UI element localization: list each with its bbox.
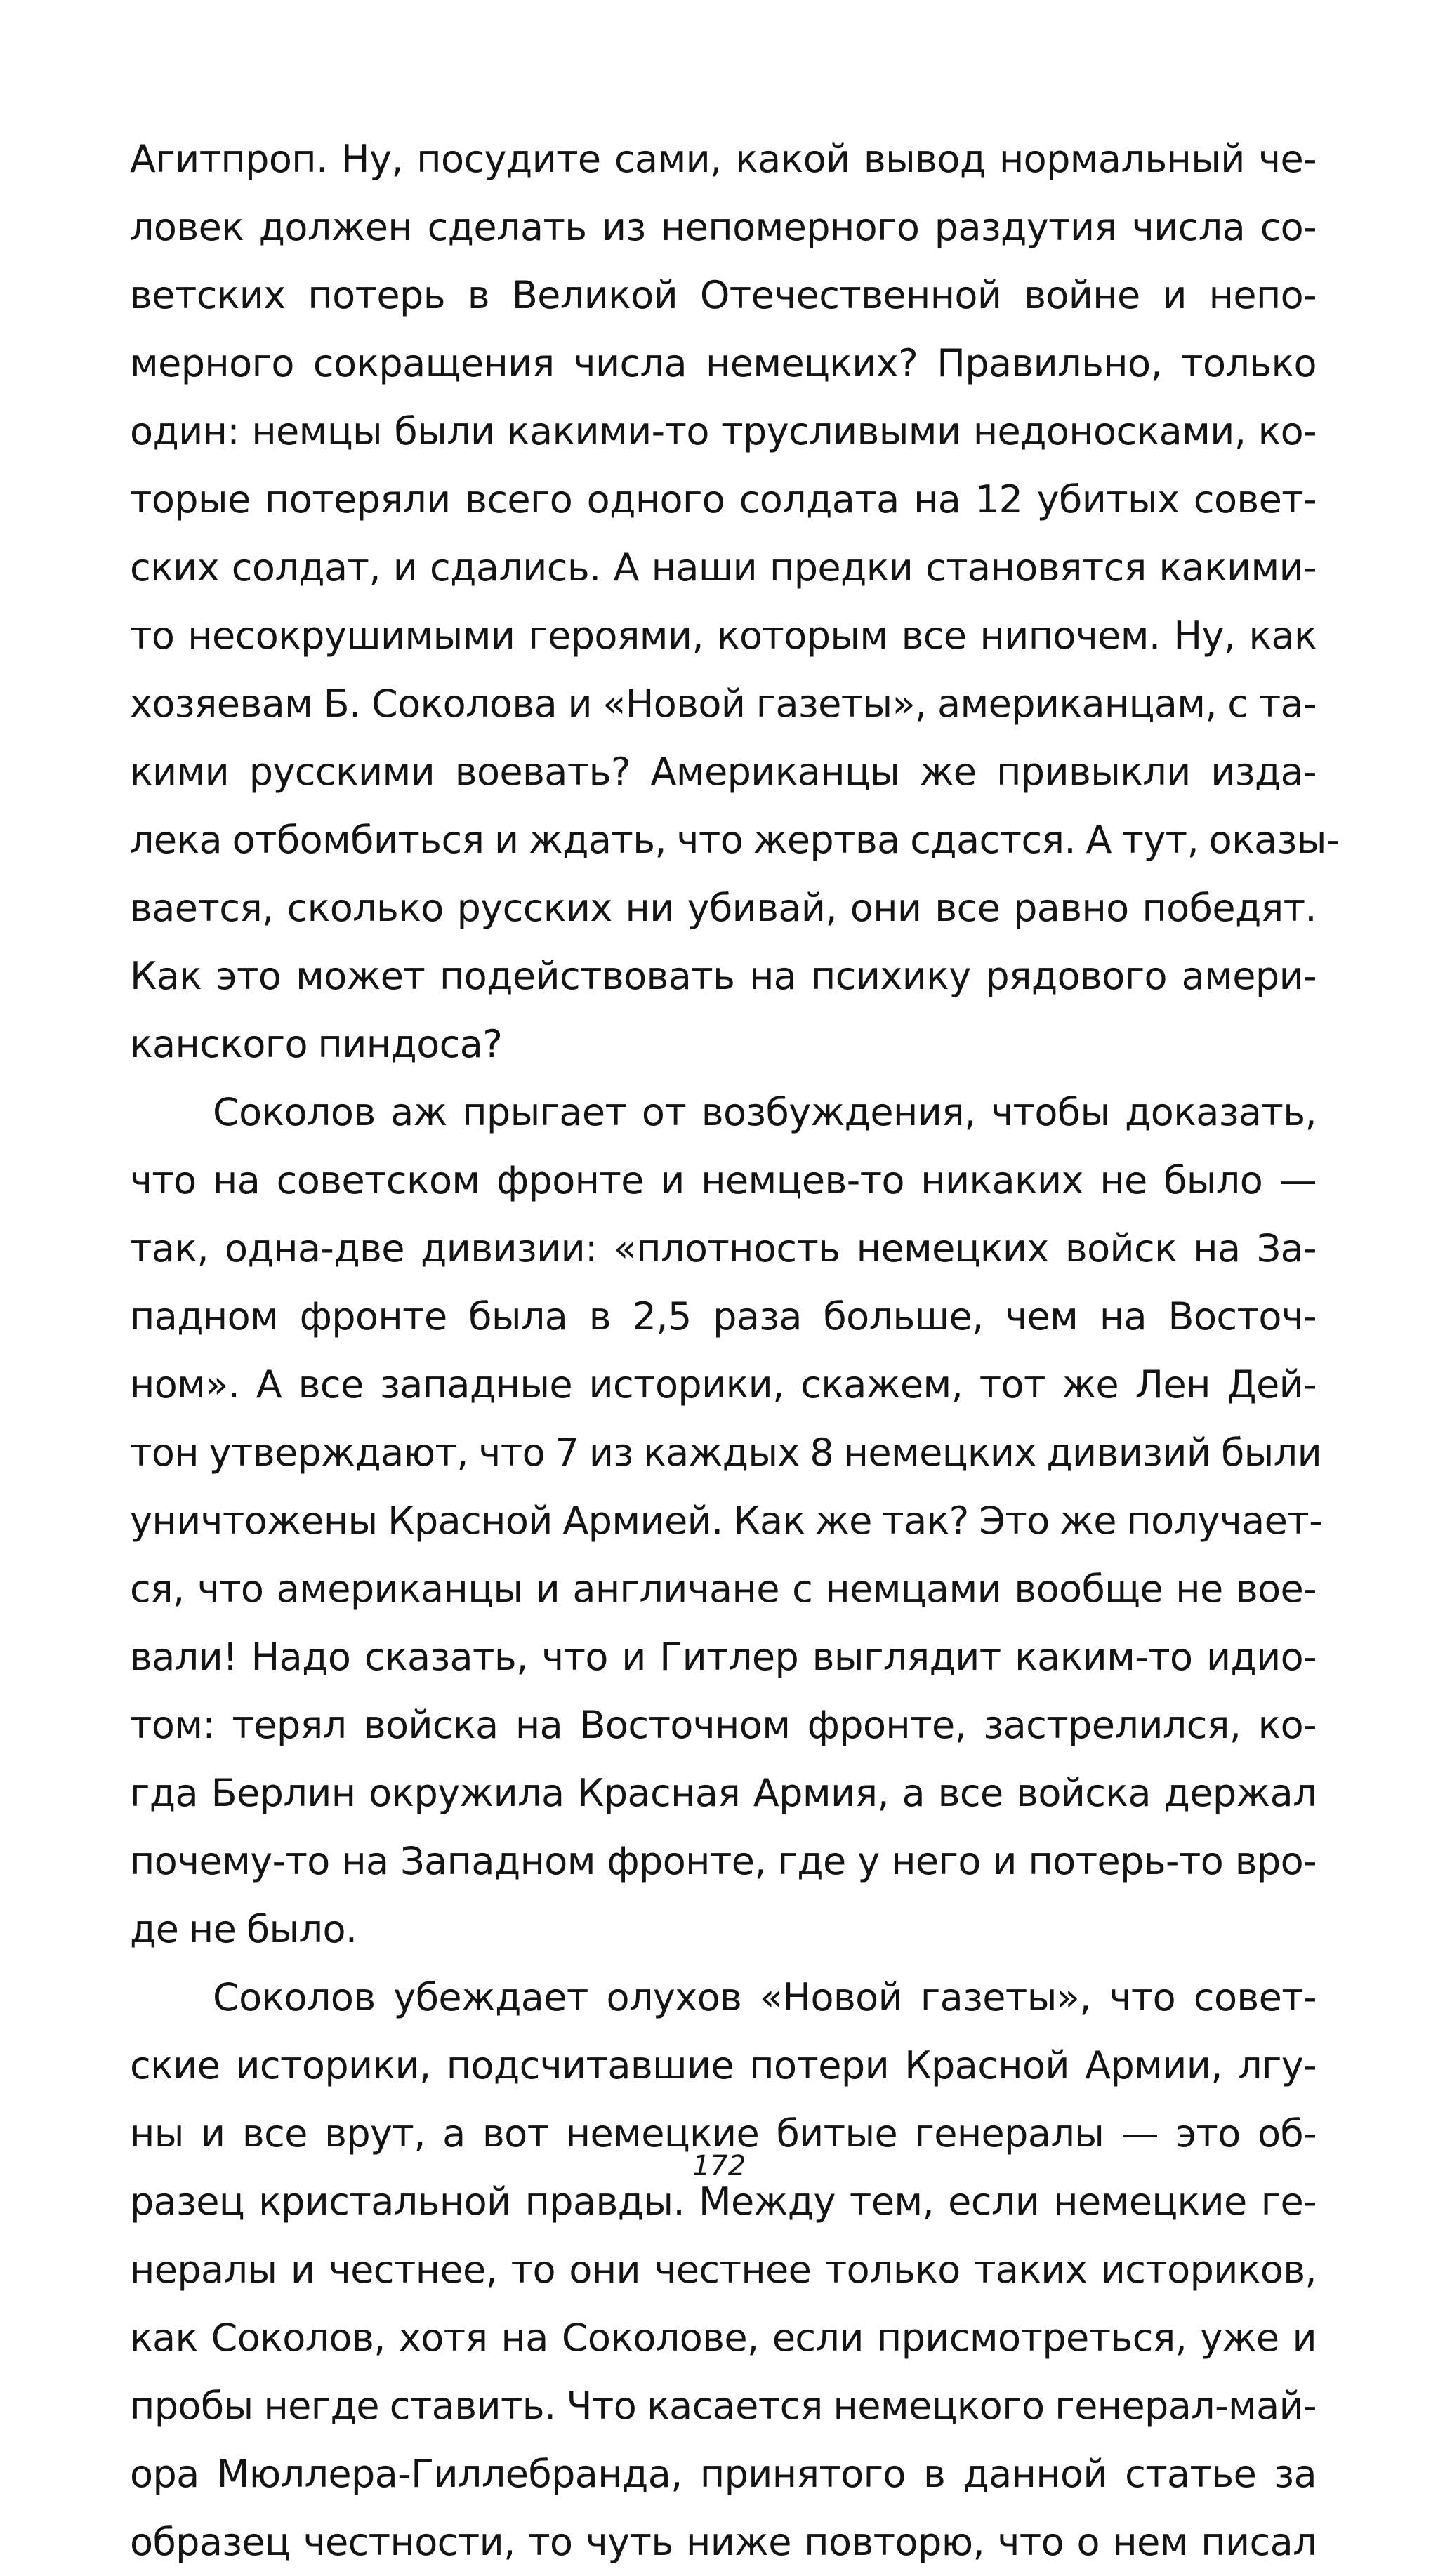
text-line: вали! Надо сказать, что и Гитлер выглядит каким-то идио-: [130, 1635, 1317, 1679]
text-line: ские историки, подсчитавшие потери Красной Армии, лгу-: [130, 2043, 1317, 2087]
text-line: ном». А все западные историки, скажем, тот же Лен Дей-: [130, 1362, 1317, 1407]
text-line: ловек должен сделать из непомерного раздутия числа со-: [130, 205, 1317, 249]
text-line: что на советском фронте и немцев-то никаких не было —: [130, 1158, 1317, 1202]
text-line: мерного сокращения числа немецких? Правильно, только: [130, 341, 1317, 385]
text-line: ся, что американцы и англичане с немцами вообще не вое-: [130, 1567, 1317, 1611]
text-line: вается, сколько русских ни убивай, они все равно победят.: [130, 886, 1317, 930]
text-line: ны и все врут, а вот немецкие битые генералы — это об-: [130, 2111, 1317, 2156]
text-line: лека отбомбиться и ждать, что жертва сдастся. А тут, оказы-: [130, 818, 1340, 862]
body-text: [130, 125, 1340, 2576]
text-line: тон утверждают, что 7 из каждых 8 немецких дивизий были: [130, 1430, 1322, 1475]
text-line: гда Берлин окружила Красная Армия, а все войска держал: [130, 1771, 1317, 1815]
text-line: пробы негде ставить. Что касается немецкого генерал-май-: [130, 2384, 1317, 2428]
text-line: то несокрушимыми героями, которым все нипочем. Ну, как: [130, 613, 1317, 658]
text-line: том: терял войска на Восточном фронте, застрелился, ко-: [130, 1703, 1317, 1747]
text-line: канского пиндоса?: [130, 1022, 503, 1066]
text-line: так, одна-две дивизии: «плотность немецких войск на За-: [130, 1226, 1317, 1270]
text-line: Как это может подействовать на психику рядового амери-: [130, 954, 1317, 998]
page-number: 172: [692, 2150, 746, 2182]
text-line: ветских потерь в Великой Отечественной войне и непо-: [130, 273, 1317, 317]
text-line: Соколов убеждает олухов «Новой газеты», что совет-: [213, 1975, 1317, 2019]
text-line: Агитпроп. Ну, посудите сами, какой вывод нормальный че-: [130, 137, 1317, 181]
text-line: ских солдат, и сдались. А наши предки становятся какими-: [130, 545, 1317, 590]
text-line: ора Мюллера-Гиллебранда, принятого в данной статье за: [130, 2452, 1317, 2496]
text-line: Соколов аж прыгает от возбуждения, чтобы доказать,: [213, 1090, 1317, 1134]
text-line: один: немцы были какими-то трусливыми недоносками, ко-: [130, 409, 1317, 453]
text-line: образец честности, то чуть ниже повторю, что о нем писал: [130, 2520, 1317, 2564]
text-line: почему-то на Западном фронте, где у него и потерь-то вро-: [130, 1839, 1317, 1883]
text-line: торые потеряли всего одного солдата на 12 убитых совет-: [130, 477, 1317, 522]
text-line: падном фронте была в 2,5 раза больше, чем на Восточ-: [130, 1294, 1317, 1339]
text-line: де не было.: [130, 1907, 357, 1951]
text-line: кими русскими воевать? Американцы же привыкли изда-: [130, 750, 1317, 794]
text-line: уничтожены Красной Армией. Как же так? Это же получает-: [130, 1499, 1323, 1543]
text-line: хозяевам Б. Соколова и «Новой газеты», американцам, с та-: [130, 682, 1317, 726]
text-line: нералы и честнее, то они честнее только таких историков,: [130, 2248, 1317, 2292]
text-line: как Соколов, хотя на Соколове, если присмотреться, уже и: [130, 2316, 1317, 2360]
text-line: разец кристальной правды. Между тем, если немецкие ге-: [130, 2179, 1317, 2224]
